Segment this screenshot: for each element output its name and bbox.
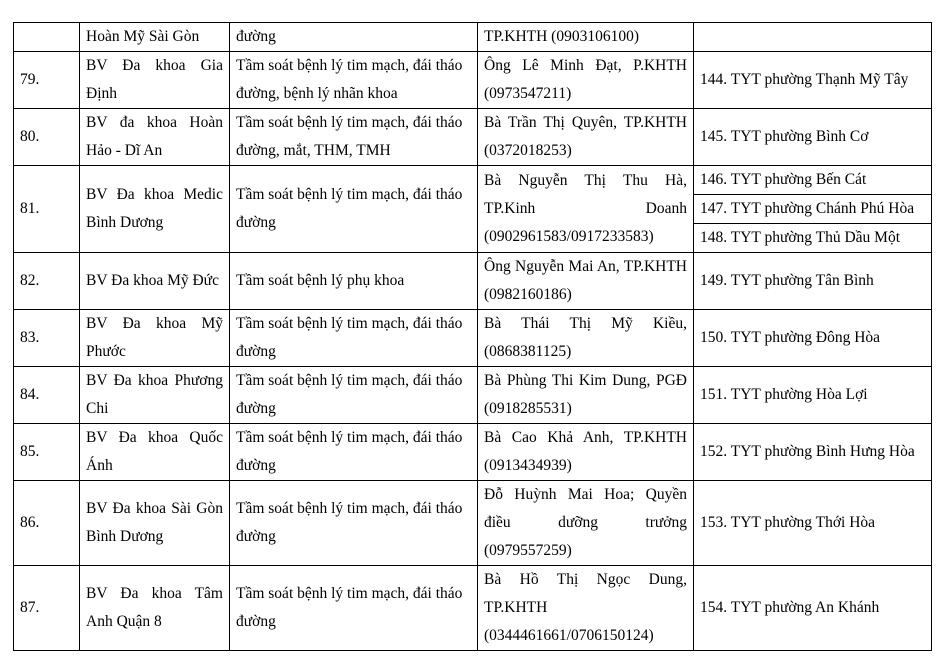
hospital-name-cell: BV Đa khoa Tâm Anh Quận 8: [80, 566, 230, 651]
hospital-name-cell: BV đa khoa Hoàn Hảo - Dĩ An: [80, 109, 230, 166]
station-cell: [694, 23, 932, 52]
row-number-cell: 79.: [14, 52, 80, 109]
station-cell: 150. TYT phường Đông Hòa: [694, 310, 932, 367]
row-number-cell: 85.: [14, 424, 80, 481]
contact-cell: Bà Cao Khả Anh, TP.KHTH (0913434939): [478, 424, 694, 481]
table-row: [14, 166, 932, 253]
row-number-cell: 80.: [14, 109, 80, 166]
hospital-name-cell: BV Đa khoa Mỹ Đức: [80, 253, 230, 310]
table-row: [14, 424, 932, 481]
table-row: [14, 367, 932, 424]
station-cell: 154. TYT phường An Khánh: [694, 566, 932, 651]
station-item: 147. TYT phường Chánh Phú Hòa: [694, 195, 931, 224]
contact-cell: Bà Thái Thị Mỹ Kiều, (0868381125): [478, 310, 694, 367]
table-row: [14, 109, 932, 166]
table-row: [14, 253, 932, 310]
station-cell: 151. TYT phường Hòa Lợi: [694, 367, 932, 424]
row-number-cell: 81.: [14, 166, 80, 253]
table-row: [14, 23, 932, 52]
hospital-name-cell: BV Đa khoa Gia Định: [80, 52, 230, 109]
table-row: [14, 481, 932, 566]
station-cell: 153. TYT phường Thới Hòa: [694, 481, 932, 566]
table-row: [14, 310, 932, 367]
hospital-name-cell: BV Đa khoa Sài Gòn Bình Dương: [80, 481, 230, 566]
contact-cell: Bà Nguyễn Thị Thu Hà, TP.Kinh Doanh (0902961583/0917233583): [478, 166, 694, 253]
hospital-name-cell: BV Đa khoa Medic Bình Dương: [80, 166, 230, 253]
contact-cell: Ông Nguyễn Mai An, TP.KHTH (0982160186): [478, 253, 694, 310]
station-cell: 152. TYT phường Bình Hưng Hòa: [694, 424, 932, 481]
station-cell: 144. TYT phường Thạnh Mỹ Tây: [694, 52, 932, 109]
service-cell: Tầm soát bệnh lý tim mạch, đái tháo đường: [230, 310, 478, 367]
table-row: [14, 566, 932, 651]
hospital-name-cell: BV Đa khoa Mỹ Phước: [80, 310, 230, 367]
station-item: 148. TYT phường Thủ Dầu Một: [700, 229, 901, 246]
station-cell: [694, 166, 932, 253]
contact-cell: Ông Lê Minh Đạt, P.KHTH (0973547211): [478, 52, 694, 109]
table-body: [14, 23, 932, 651]
row-number-cell: 82.: [14, 253, 80, 310]
row-number-cell: [14, 23, 80, 52]
contact-cell: Bà Trần Thị Quyên, TP.KHTH (0372018253): [478, 109, 694, 166]
service-cell: Tầm soát bệnh lý phụ khoa: [230, 253, 478, 310]
hospital-name-cell: Hoàn Mỹ Sài Gòn: [80, 23, 230, 52]
row-number-cell: 84.: [14, 367, 80, 424]
service-cell: Tầm soát bệnh lý tim mạch, đái tháo đường: [230, 424, 478, 481]
contact-cell: Bà Hồ Thị Ngọc Dung, TP.KHTH (0344461661/0706150124): [478, 566, 694, 651]
contact-cell: Đỗ Huỳnh Mai Hoa; Quyền điều dưỡng trưởng (0979557259): [478, 481, 694, 566]
hospital-name-cell: BV Đa khoa Quốc Ánh: [80, 424, 230, 481]
service-cell: Tầm soát bệnh lý tim mạch, đái tháo đường: [230, 367, 478, 424]
row-number-cell: 87.: [14, 566, 80, 651]
service-cell: Tầm soát bệnh lý tim mạch, đái tháo đường: [230, 166, 478, 253]
table-row: [14, 52, 932, 109]
service-cell: Tầm soát bệnh lý tim mạch, đái tháo đường, bệnh lý nhãn khoa: [230, 52, 478, 109]
service-cell: đường: [230, 23, 478, 52]
service-cell: Tầm soát bệnh lý tim mạch, đái tháo đường: [230, 481, 478, 566]
service-cell: Tầm soát bệnh lý tim mạch, đái tháo đường: [230, 566, 478, 651]
hospital-name-cell: BV Đa khoa Phương Chi: [80, 367, 230, 424]
row-number-cell: 86.: [14, 481, 80, 566]
contact-cell: TP.KHTH (0903106100): [478, 23, 694, 52]
station-item: 146. TYT phường Bến Cát: [694, 166, 931, 195]
contact-cell: Bà Phùng Thi Kim Dung, PGĐ (0918285531): [478, 367, 694, 424]
station-cell: 145. TYT phường Bình Cơ: [694, 109, 932, 166]
row-number-cell: 83.: [14, 310, 80, 367]
hospital-table: [13, 22, 932, 651]
station-cell: 149. TYT phường Tân Bình: [694, 253, 932, 310]
service-cell: Tầm soát bệnh lý tim mạch, đái tháo đường, mắt, THM, TMH: [230, 109, 478, 166]
